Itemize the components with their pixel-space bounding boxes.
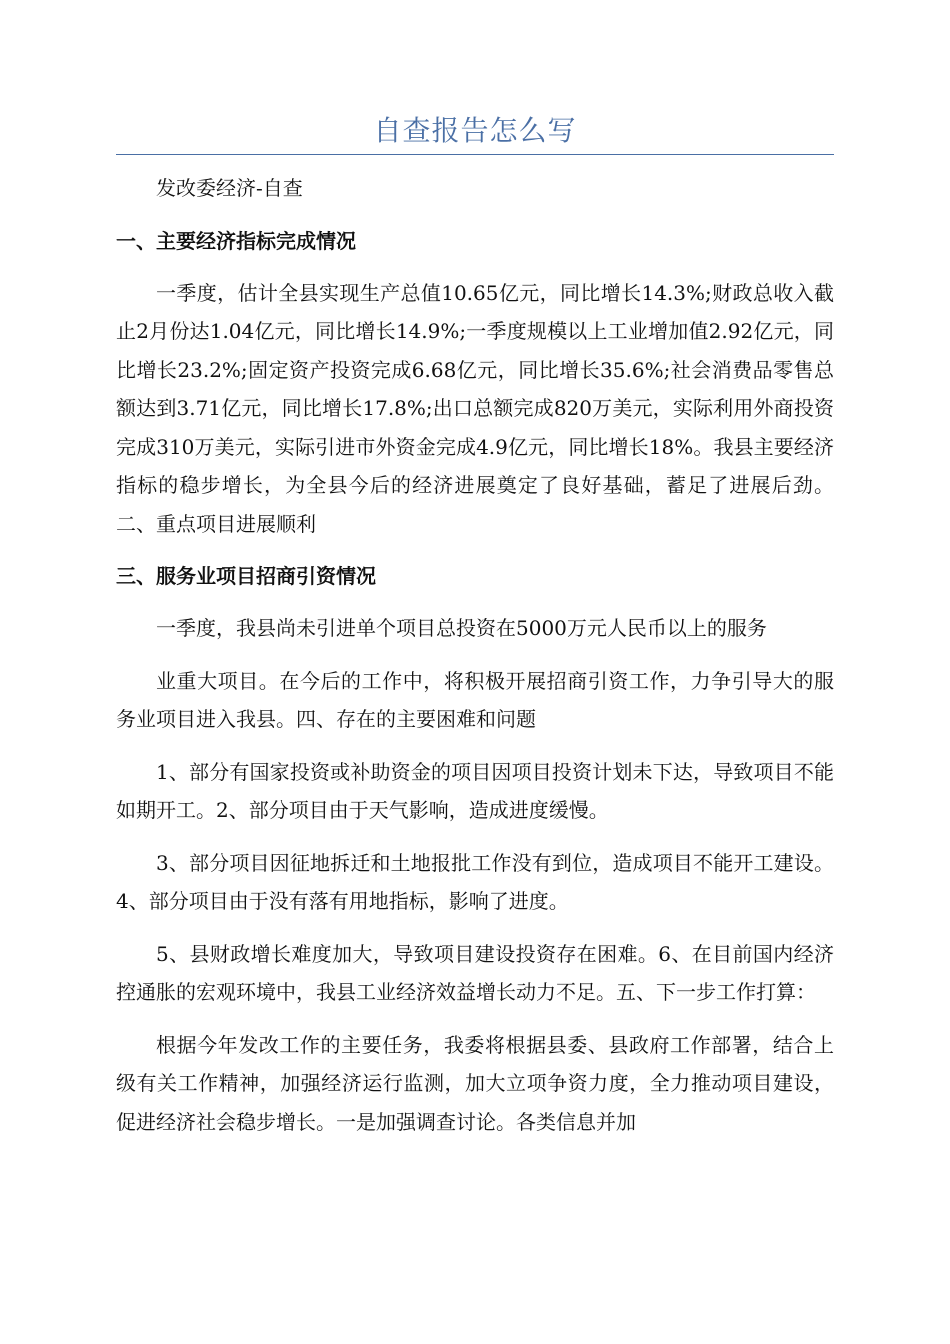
section-heading-3: 三、服务业项目招商引资情况: [116, 564, 376, 588]
document-page: [116, 108, 834, 1141]
paragraph-problems-3-4: 3、部分项目因征地拆迁和土地报批工作没有到位，造成项目不能开工建设。4、部分项目由于没有落有用地指标，影响了进度。: [116, 850, 834, 913]
title-underline: [116, 154, 834, 155]
paragraph-investment: 一季度，我县尚未引进单个项目总投资在5000万元人民币以上的服务: [156, 616, 767, 640]
paragraph-major-projects: 业重大项目。在今后的工作中，将积极开展招商引资工作，力争引导大的服务业项目进入我县。四、存在的主要困难和问题: [116, 668, 834, 731]
paragraph-problems-1-2: 1、部分有国家投资或补助资金的项目因项目投资计划未下达，导致项目不能如期开工。2、部分项目由于天气影响，造成进度缓慢。: [116, 759, 834, 822]
paragraph-problems-5-6: 5、县财政增长难度加大，导致项目建设投资存在困难。6、在目前国内经济控通胀的宏观环境中，我县工业经济效益增长动力不足。五、下一步工作打算：: [116, 941, 834, 1004]
document-title: 自查报告怎么写: [373, 114, 577, 147]
section-heading-1: 一、主要经济指标完成情况: [116, 228, 356, 253]
document-subtitle: 发改委经济-自查: [156, 176, 303, 200]
paragraph-work-plan: 根据今年发改工作的主要任务，我委将根据县委、县政府工作部署，结合上级有关工作精神，加强经济运行监测，加大立项争资力度，全力推动项目建设，促进经济社会稳步增长。一是加强调查讨论。各类信息并加: [116, 1032, 834, 1134]
paragraph-economic-indicators: 一季度，估计全县实现生产总值10.65亿元，同比增长14.3%;财政总收入截止2月份达1.04亿元，同比增长14.9%;一季度规模以上工业增加值2.92亿元，同比增长23.2%;固定资产投资完成6.68亿元，同比增长35.6%;社会消费品零售总额达到3.71亿元，同比增长17.8%;出口总额完成820万美元，实际利用外商投资完成310万美元，实际引进市外资金完成4.9亿元，同比增长18%。我县主要经济指标的稳步增长，为全县今后的经济进展奠定了良好基础，蓄足了进展后劲。二、重点项目进展顺利: [116, 280, 834, 536]
